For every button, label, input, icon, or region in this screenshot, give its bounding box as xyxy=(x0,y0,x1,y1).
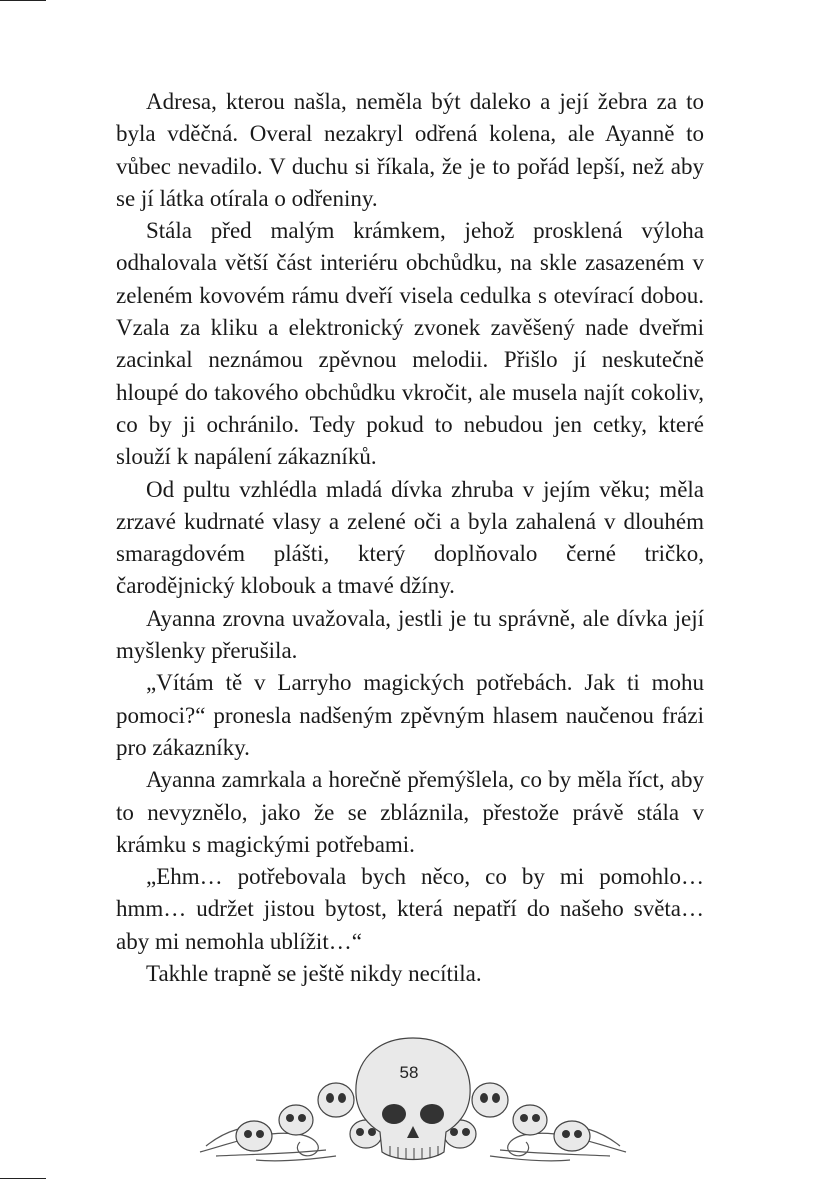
crop-mark-top xyxy=(0,0,46,1)
paragraph-3: Od pultu vzhlédla mladá dívka zhruba v jejím věku; měla zrzavé kudrnaté vlasy a zelené oči a byla zahalená v dlouhém smaragdovém plášti, který doplňovalo černé tričko, čarodějnický klobouk a tmavé džíny. xyxy=(116,476,704,599)
paragraph-4: Ayanna zrovna uvažovala, jestli je tu správně, ale dívka její myšlenky přerušila. xyxy=(116,605,704,664)
paragraph-7: „Ehm… potřebovala bych něco, co by mi pomohlo… hmm… udržet jistou bytost, která nepatří do našeho světa… aby mi nemohla ublížit…“ xyxy=(116,864,704,954)
skull-ornament-icon xyxy=(196,1030,630,1170)
body-text xyxy=(116,86,704,990)
paragraph-5: „Vítám tě v Larryho magických potřebách. Jak ti mohu pomoci?“ pronesla nadšeným zpěvným hlasem naučenou frázi pro zákazníky. xyxy=(116,670,704,760)
paragraph-2: Stála před malým krámkem, jehož prosklená výloha odhalovala větší část interiéru obchůdku, na skle zasazeném v zeleném kovovém rámu dveří visela cedulka s otevírací dobou. Vzala za kliku a elektronický zvonek zavěšený nade dveřmi zacinkal neznámou zpěvnou melodii. Přišlo jí neskutečně hloupé do takového obchůdku vkročit, ale musela najít cokoliv, co by ji ochránilo. Tedy pokud to nebudou jen cetky, které slouží k napálení zákazníků. xyxy=(116,218,704,470)
crop-mark-bottom xyxy=(0,1178,46,1179)
paragraph-1: Adresa, kterou našla, neměla být daleko a její žebra za to byla vděčná. Overal nezakryl odřená kolena, ale Ayanně to vůbec nevadilo. V duchu si říkala, že je to pořád lepší, než aby se jí látka otírala o odřeniny. xyxy=(116,89,704,211)
paragraph-6: Ayanna zamrkala a horečně přemýšlela, co by měla říct, aby to nevyznělo, jako že se zbláznila, přestože právě stála v krámku s magickými potřebami. xyxy=(116,767,704,857)
paragraph-8: Takhle trapně se ještě nikdy necítila. xyxy=(146,961,482,987)
page-number: 58 xyxy=(399,1063,419,1082)
